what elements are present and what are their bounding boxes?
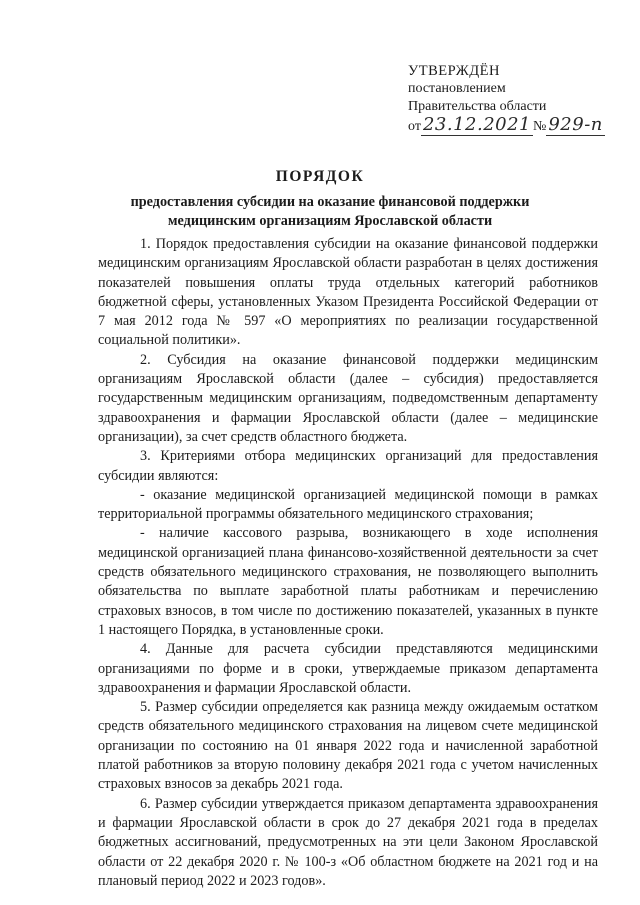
document-body <box>98 235 598 891</box>
paragraph-4: 4. Данные для расчета субсидии представляются медицинскими организациями по форме и в сроки, утверждаемые приказом департамента здравоохранения и фармации Ярославской области. <box>98 641 598 696</box>
document-subtitle: предоставления субсидии на оказание финансовой поддержки медицинским организациям Ярославской области <box>130 194 530 229</box>
paragraph-5: 5. Размер субсидии определяется как разница между ожидаемым остатком средств обязательного медицинского страхования на лицевом счете медицинской организации по состоянию на 01 января 2022 года и начисленной заработной платой работников за вторую половину декабря 2021 года с учетом начисленных страховых взносов за декабрь 2021 года. <box>98 699 598 793</box>
date-from-label: от <box>408 119 421 134</box>
approval-line-decree: постановлением <box>408 81 506 96</box>
number-sign: № <box>533 119 547 134</box>
handwritten-date: 23.12.2021 <box>422 114 531 135</box>
paragraph-3-item-1: - оказание медицинской организацией медицинской помощи в рамках территориальной программы обязательного медицинского страхования; <box>98 486 598 523</box>
approval-line-government: Правительства области <box>408 99 547 114</box>
approval-date-line <box>408 116 608 136</box>
paragraph-1: 1. Порядок предоставления субсидии на оказание финансовой поддержки медицинским организациям Ярославской области разработан в целях достижения показателей повышения оплаты труда отдельных категорий работников бюджетной сферы, установленных Указом Президента Российской Федерации от 7 мая 2012 года № 597 «О мероприятиях по реализации государственной социальной политики». <box>98 236 598 349</box>
approval-heading: УТВЕРЖДЁН <box>408 63 500 79</box>
paragraph-3: 3. Критериями отбора медицинских организаций для предоставления субсидии являются: <box>98 448 598 484</box>
handwritten-number: 929-п <box>548 114 603 135</box>
paragraph-2: 2. Субсидия на оказание финансовой поддержки медицинским организациям Ярославской области (далее – субсидия) предоставляется государственным медицинским организациям, подведомственным департаменту здравоохранения и фармации Ярославской области (далее – медицинские организации), за счет средств областного бюджета. <box>98 351 598 445</box>
approval-block <box>408 62 608 136</box>
document-title: ПОРЯДОК <box>275 168 365 185</box>
paragraph-3-item-2: - наличие кассового разрыва, возникающего в ходе исполнения медицинской организацией плана финансово-хозяйственной деятельности за счет средств обязательного медицинского страхования, не позволяющего выполнить обязательства по выплате заработной платы работникам и перечислению страховых взносов, в том числе по достижению показателей, указанных в пункте 1 настоящего Порядка, в установленные сроки. <box>98 525 598 638</box>
paragraph-6: 6. Размер субсидии утверждается приказом департамента здравоохранения и фармации Ярославской области в срок до 27 декабря 2021 года в пределах бюджетных ассигнований, предусмотренных на эти цели Законом Ярославской области от 22 декабря 2020 г. № 100-з «Об областном бюджете на 2021 год и на плановый период 2022 и 2023 годов». <box>98 795 598 889</box>
